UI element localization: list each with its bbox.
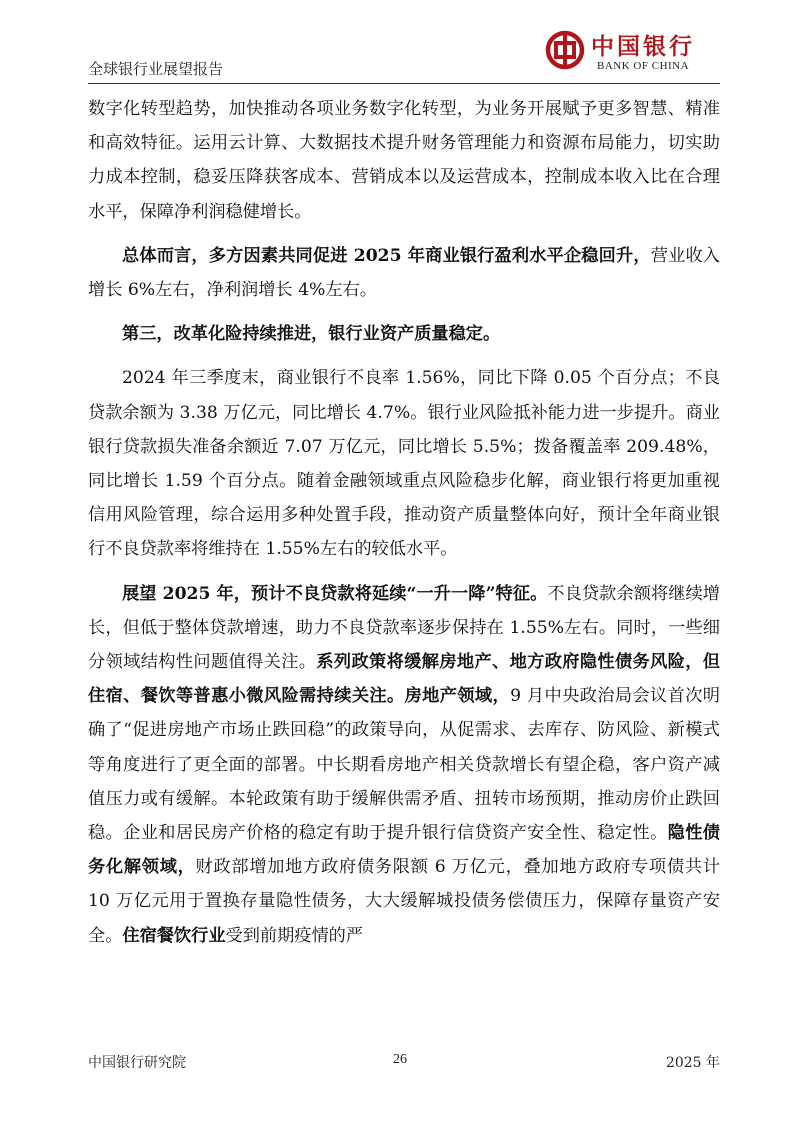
paragraph [88, 577, 720, 953]
bold-text-segment: 第三，改革化险持续推进，银行业资产质量稳定。 [122, 324, 501, 345]
footer-institute: 中国银行研究院 [88, 1055, 186, 1071]
text-segment: 财政部增加地方政府债务限额 6 万亿元，叠加地方政府专项债共计 10 万亿元用于置换存量隐性债务，大大缓解城投债务偿债压力，保障存量资产安全。 [88, 857, 720, 946]
bold-text-segment: 总体而言，多方因素共同促进 2025 年商业银行盈利水平企稳回升， [122, 245, 651, 266]
bank-logo [545, 26, 720, 82]
footer-year: 2025 年 [665, 1055, 720, 1071]
text-segment: 数字化转型趋势，加快推动各项业务数字化转型，为业务开展赋予更多智慧、精准和高效特征。运用云计算、大数据技术提升财务管理能力和资源布局能力，切实助力成本控制，稳妥压降获客成本、营销成本以及运营成本，控制成本收入比在合理水平，保障净利润稳健增长。 [88, 99, 720, 222]
paragraph [88, 317, 720, 351]
page-number: 26 [393, 1052, 407, 1067]
report-title: 全球银行业展望报告 [88, 60, 224, 78]
paragraph [88, 361, 720, 566]
paragraph [88, 239, 720, 307]
text-segment: 2024 年三季度末，商业银行不良率 1.56%，同比下降 0.05 个百分点；不良贷款余额为 3.38 万亿元，同比增长 4.7%。银行业风险抵补能力进一步提升。商业银行贷款损失准备余额近 7.07 万亿元，同比增长 5.5%；拨备覆盖率 209.48%，同比增长 1.59 个百分点。随着金融领域重点风险稳步化解，商业银行将更加重视信用风险管理，综合运用多种处置手段，推动资产质量整体向好，预计全年商业银行不良贷款率将维持在 1.55%左右的较低水平。 [88, 368, 720, 560]
header-divider [88, 83, 720, 84]
paragraph [88, 92, 720, 229]
bold-text-segment: 展望 2025 年，预计不良贷款将延续“一升一降”特征。 [122, 583, 548, 604]
logo-chinese-name: 中国银行 [591, 33, 695, 60]
text-segment: 9 月中央政治局会议首次明确了“促进房地产市场止跌回稳”的政策导向，从促需求、去库存、防风险、新模式等角度进行了更全面的部署。中长期看房地产相关贷款增长有望企稳，客户资产减值压力或有缓解。本轮政策有助于缓解供需矛盾、扭转市场预期，推动房价止跌回稳。企业和居民房产价格的稳定有助于提升银行信贷资产安全性、稳定性。 [88, 686, 720, 844]
bold-text-segment: 住宿餐饮行业 [122, 925, 226, 946]
bold-text-segment: 系列政策将缓解房地产、地方政府隐性债务风险，但住宿、餐饮等普惠小微风险需持续关注。房地产领域， [88, 652, 720, 707]
text-segment: 不良贷款余额将继续增长，但低于整体贷款增速，助力不良贷款率逐步保持在 1.55%左右。同时，一些细分领域结构性问题值得关注。 [88, 583, 720, 673]
page-header [88, 0, 720, 86]
text-segment: 受到前期疫情的严 [225, 925, 364, 946]
logo-english-name: BANK OF CHINA [597, 60, 690, 72]
bold-text-segment: 隐性债务化解领域， [88, 823, 720, 878]
bank-of-china-emblem-icon [545, 30, 585, 70]
text-segment: 营业收入增长 6%左右，净利润增长 4%左右。 [88, 245, 720, 301]
report-body [88, 92, 720, 953]
